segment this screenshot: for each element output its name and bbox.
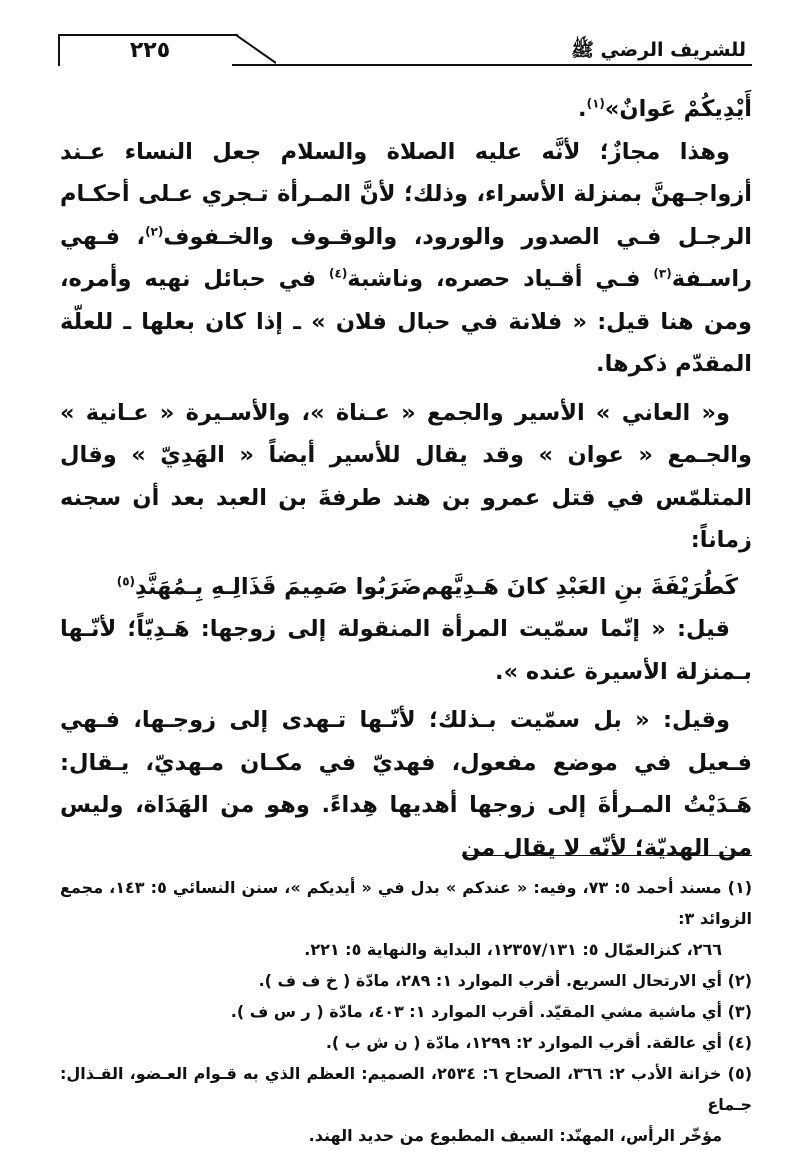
- footnote-4: [60, 1027, 752, 1058]
- footnote-ref-4: (٤): [329, 266, 348, 281]
- footnote-5-continued: مؤخّر الرأس، المهنّد: السيف المطبوع من حديد الهند.: [308, 1126, 722, 1145]
- header-rule: [232, 64, 752, 66]
- paragraph-0: أَيْدِيكُمْ عَوانٌ»$^{(١)}$.: [578, 96, 752, 122]
- footnote-3-text: أي ماشية مشي المقيّد. أقرب الموارد ١: ٤٠٣، مادّة ( ر س ف ).: [230, 1002, 723, 1021]
- footnote-ref-2: (٢): [145, 224, 164, 238]
- poetry-verse: [60, 566, 752, 609]
- footnote-1: [60, 872, 752, 934]
- footnote-1-text: مسند أحمد ٥: ٧٣، وفيه: « عندكم » بدل في « أيديكم »، سنن النسائي ٥: ١٤٣، مجمع الزوائد ٣:: [60, 878, 752, 928]
- hadith-ending: أَيْدِيكُمْ عَوانٌ»: [604, 96, 752, 122]
- footnote-separator: [462, 855, 752, 856]
- verse-second-hemistich: [117, 566, 422, 609]
- footnote-1-number: (١): [727, 878, 753, 897]
- main-text: [60, 88, 752, 869]
- footnote-ref-3: (٣): [653, 266, 672, 281]
- footnote-ref-5: (٥): [116, 574, 135, 588]
- footnote-3: [60, 996, 752, 1027]
- page-number: ٢٢٥: [129, 38, 171, 63]
- verse-second-text: ضَرَبُوا صَمِيمَ قَذَالِـهِ بِـمُهَنَّدِ: [135, 573, 422, 600]
- footnote-2: [60, 965, 752, 996]
- paragraph-1-part-c: فـي أقـياد حصره، وناشبة: [347, 266, 654, 292]
- paragraph-1-part-d: في حبائل نهيه وأمره، ومن هنا قيل: « فلانة في حبال فلان » ـ إذا كان بعلها ـ للعلّة المقدّم ذكرها.: [60, 266, 752, 377]
- footnote-1-continued: ٢٦٦، كنزالعمّال ٥: ١٢٣٥٧/١٣١، البداية والنهاية ٥: ٢٢١.: [304, 940, 722, 959]
- paragraph-1: [60, 131, 752, 386]
- paragraph-1-part-a: وهذا مجازٌ؛ لأنَّه عليه الصلاة والسلام جعل النساء عـند أزواجـهنَّ بمنزلة الأسراء، وذلك؛ لأنَّ المـرأة تـجري عـلى أحكـام الرجـل فـي الصدور والورود، والوقـوف والخـفوف: [60, 138, 752, 250]
- paragraph-1-part-b: ، فـهي راسـفة: [60, 223, 753, 292]
- paragraph-3: قيل: « إنّما سمّيت المرأة المنقولة إلى زوجها: هَـدِيّاً؛ لأنّـها بـمنزلة الأسيرة عنده ».: [60, 616, 752, 685]
- footnote-5-text: خزانة الأدب ٢: ٣٦٦، الصحاح ٦: ٢٥٣٤، الصميم: العظم الذي به قـوام العـضو، القـذال: جـماع: [60, 1064, 752, 1114]
- paragraph-4: وقيل: « بل سمّيت بـذلك؛ لأنّـها تـهدى إلى زوجـها، فـهي فـعيل في موضع مفعول، فهديّ في مكـان مـهديّ، يـقال: هَـدَيْتُ المـرأةَ إلى زوجها أهديها هِداءً. وهو من الهَدَاة، وليس من الهديّة؛ لأنّه لا يقال من: [60, 707, 752, 861]
- footnote-5: [60, 1058, 752, 1120]
- paragraph-2: و« العاني » الأسير والجمع « عـناة »، والأسـيرة « عـانية » والجـمع « عوان » وقد يقال للأسير أيضاً « الهَدِيّ » وقال المتلمّس في قتل عمرو بن هند طرفةَ بن العبد بعد أن سجنه زماناً:: [60, 399, 752, 553]
- footnote-ref-1: (١): [586, 96, 605, 111]
- footnote-4-text: أي عالقة. أقرب الموارد ٢: ١٢٩٩، مادّة ( ن ش ب ).: [325, 1033, 723, 1052]
- footnotes: [60, 872, 752, 1151]
- footnote-2-text: أي الارتحال السريع. أقرب الموارد ١: ٢٨٩، مادّة ( خ ف ف ).: [258, 971, 723, 990]
- footnote-5-number: (٥): [727, 1064, 753, 1083]
- footnote-3-number: (٣): [727, 1002, 752, 1021]
- footnote-4-number: (٤): [727, 1033, 752, 1052]
- header-tab-slant: [236, 34, 276, 64]
- running-header-title: للشريف الرضي ﷺ: [570, 39, 746, 61]
- footnote-2-number: (٢): [727, 971, 752, 990]
- verse-first-hemistich: كَطُرَيْفَةَ بنِ العَبْدِ كانَ هَـدِيَّهم: [421, 573, 738, 600]
